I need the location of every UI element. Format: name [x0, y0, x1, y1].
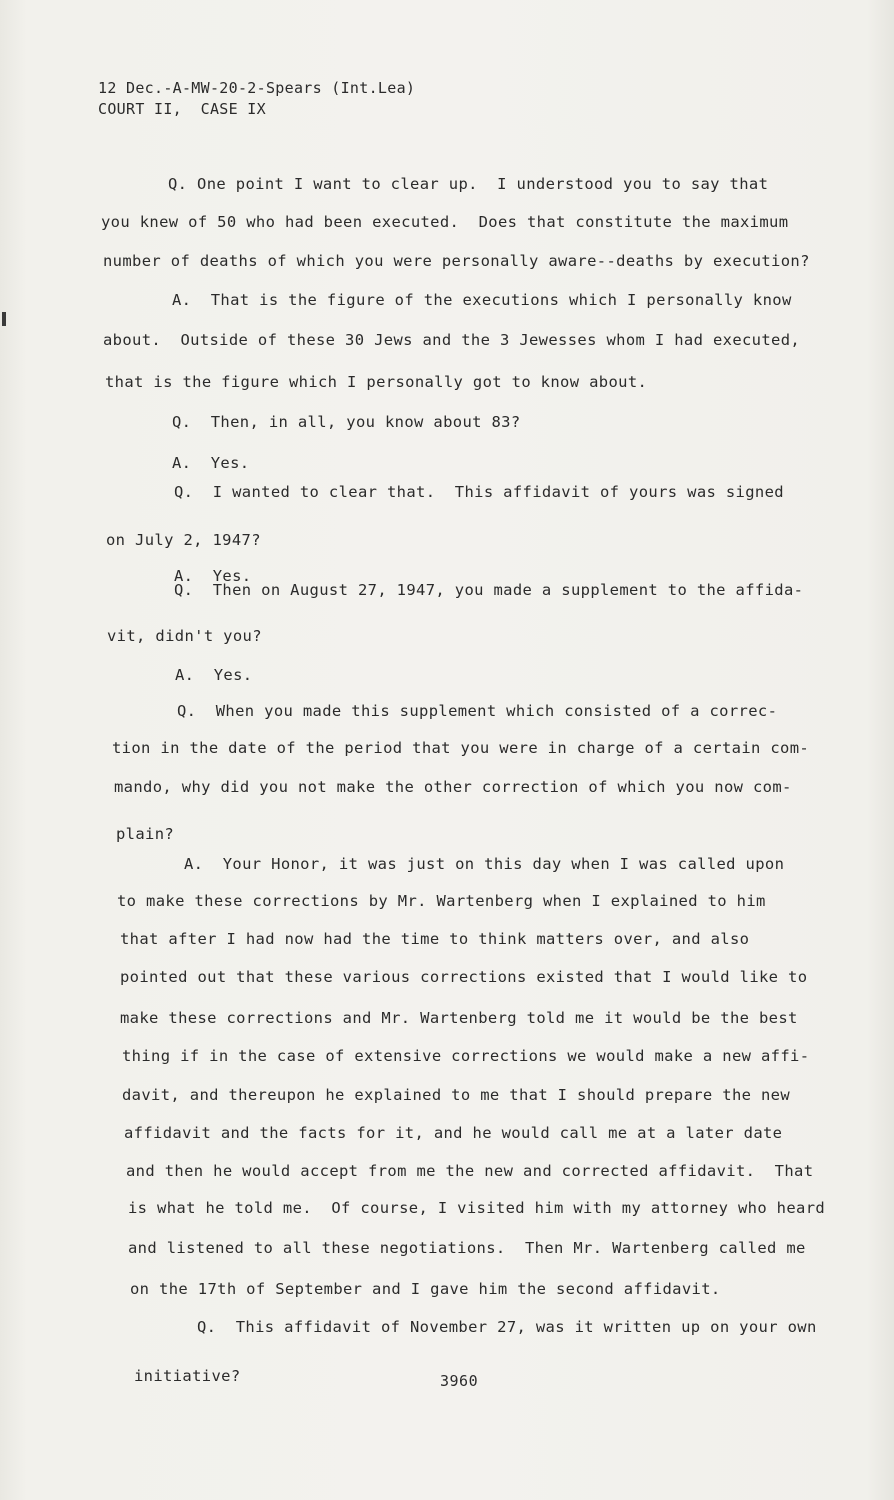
text-line: davit, and thereupon he explained to me that I should prepare the new	[122, 1086, 791, 1104]
text-line: Q. Then on August 27, 1947, you made a supplement to the affida-	[174, 581, 804, 599]
text-line: and listened to all these negotiations. Then Mr. Wartenberg called me	[128, 1239, 806, 1257]
text-line: initiative?	[134, 1367, 241, 1385]
text-line: Q. I wanted to clear that. This affidavit of yours was signed	[174, 483, 784, 501]
document-header	[98, 78, 415, 120]
text-line: on the 17th of September and I gave him the second affidavit.	[130, 1280, 721, 1298]
text-line: you knew of 50 who had been executed. Does that constitute the maximum	[101, 213, 789, 231]
text-line: make these corrections and Mr. Wartenberg told me it would be the best	[120, 1009, 798, 1027]
text-line: tion in the date of the period that you were in charge of a certain com-	[112, 739, 810, 757]
text-line: affidavit and the facts for it, and he would call me at a later date	[124, 1124, 783, 1142]
text-line: to make these corrections by Mr. Wartenberg when I explained to him	[117, 892, 766, 910]
text-line: A. Yes.	[175, 666, 253, 684]
header-court-case: COURT II, CASE IX	[98, 100, 266, 118]
text-line: plain?	[116, 825, 175, 843]
text-line: thing if in the case of extensive corrections we would make a new affi-	[122, 1047, 810, 1065]
text-line: on July 2, 1947?	[106, 531, 261, 549]
text-line: mando, why did you not make the other correction of which you now com-	[114, 778, 792, 796]
text-line: about. Outside of these 30 Jews and the 3 Jewesses whom I had executed,	[103, 331, 801, 349]
text-line: A. Yes.	[174, 567, 252, 585]
page-number: 3960	[440, 1372, 479, 1390]
margin-mark	[2, 312, 6, 326]
text-line: pointed out that these various corrections existed that I would like to	[120, 968, 808, 986]
text-line: Q. When you made this supplement which consisted of a correc-	[177, 702, 778, 720]
text-line: Q. This affidavit of November 27, was it written up on your own	[197, 1318, 817, 1336]
text-line: Q. Then, in all, you know about 83?	[172, 413, 521, 431]
text-line: number of deaths of which you were personally aware--deaths by execution?	[103, 252, 810, 270]
text-line: and then he would accept from me the new and corrected affidavit. That	[126, 1162, 814, 1180]
text-line: that is the figure which I personally got to know about.	[105, 373, 648, 391]
text-line: A. Your Honor, it was just on this day when I was called upon	[184, 855, 785, 873]
text-line: that after I had now had the time to think matters over, and also	[120, 930, 750, 948]
text-line: A. That is the figure of the executions which I personally know	[172, 291, 792, 309]
text-line: is what he told me. Of course, I visited him with my attorney who heard	[128, 1199, 826, 1217]
header-reference: 12 Dec.-A-MW-20-2-Spears (Int.Lea)	[98, 79, 416, 97]
text-line: vit, didn't you?	[107, 627, 262, 645]
text-line: Q. One point I want to clear up. I understood you to say that	[168, 175, 769, 193]
text-line: A. Yes.	[172, 454, 250, 472]
